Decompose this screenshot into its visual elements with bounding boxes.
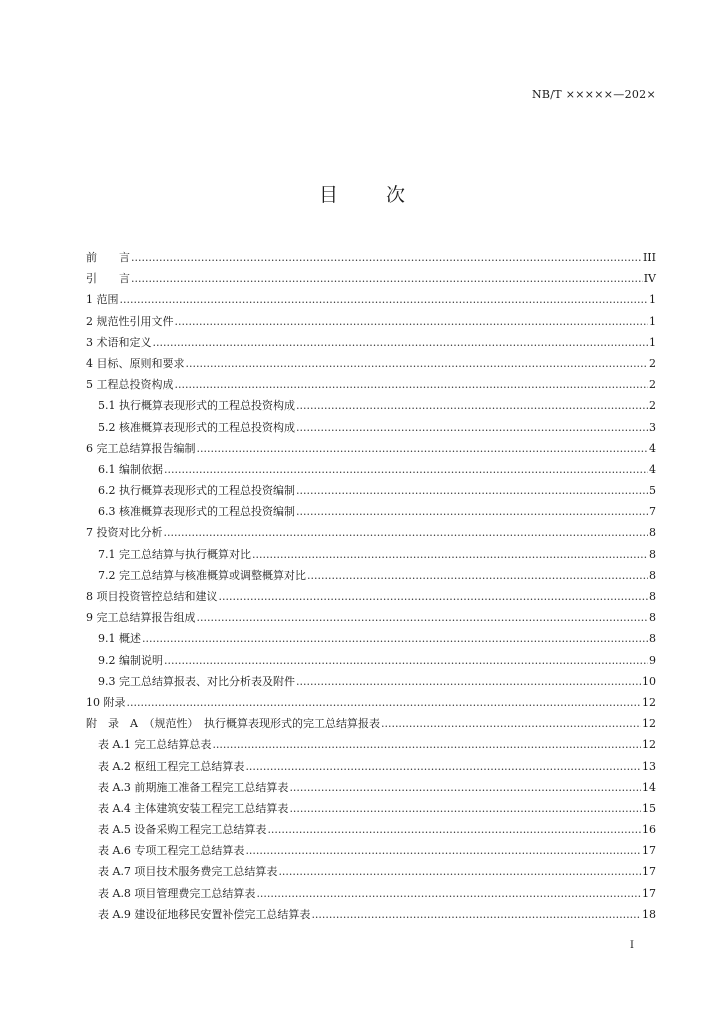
toc-entry-page: 8 <box>649 547 656 561</box>
toc-entry-label: 表 A.1 完工总结算总表 <box>98 738 212 752</box>
toc-entry[interactable] <box>86 586 656 607</box>
toc-entry-label: 前 言 <box>86 251 130 264</box>
toc-entry-label: 6 完工总结算报告编制 <box>86 441 196 455</box>
toc-leader-dots <box>120 289 649 310</box>
toc-entry-label: 2 规范性引用文件 <box>86 314 174 328</box>
toc-leader-dots <box>175 374 649 395</box>
toc-leader-dots <box>381 713 641 734</box>
toc-entry-page: 10 <box>642 674 656 688</box>
toc-entry-label: 6.2 执行概算表现形式的工程总投资编制 <box>98 484 295 498</box>
toc-entry[interactable] <box>86 565 656 586</box>
toc-entry[interactable] <box>86 332 656 353</box>
toc-entry[interactable] <box>86 607 656 628</box>
toc-entry[interactable] <box>86 395 656 416</box>
toc-entry-page: 4 <box>649 441 656 455</box>
toc-entry-page: 3 <box>649 420 656 434</box>
toc-leader-dots <box>296 480 648 501</box>
toc-entry[interactable] <box>86 904 656 925</box>
toc-entry[interactable] <box>86 840 656 861</box>
toc-entry-label: 表 A.3 前期施工准备工程完工总结算表 <box>98 780 289 794</box>
toc-entry-label: 7 投资对比分析 <box>86 526 163 540</box>
toc-entry-page: 8 <box>649 632 656 646</box>
toc-leader-dots <box>197 607 649 628</box>
toc-leader-dots <box>296 395 648 416</box>
toc-entry[interactable] <box>86 777 656 798</box>
toc-entry[interactable] <box>86 311 656 332</box>
toc-entry-label: 7.1 完工总结算与执行概算对比 <box>98 547 251 561</box>
toc-leader-dots <box>212 734 641 755</box>
toc-entry-page: 18 <box>642 907 656 921</box>
page-number: I <box>630 940 634 951</box>
toc-entry-page: 5 <box>649 484 656 498</box>
toc-entry-page: 4 <box>649 462 656 476</box>
toc-leader-dots <box>164 650 648 671</box>
toc-entry-label: 3 术语和定义 <box>86 335 152 349</box>
toc-entry-page: 8 <box>649 568 656 582</box>
document-code: NB/T ×××××—202× <box>531 88 656 101</box>
toc-entry[interactable] <box>86 650 656 671</box>
toc-entry-page: 17 <box>642 865 656 879</box>
toc-leader-dots <box>164 522 649 543</box>
toc-entry-page: IV <box>643 272 656 286</box>
toc-entry[interactable] <box>86 628 656 649</box>
toc-entry-label: 表 A.7 项目技术服务费完工总结算表 <box>98 865 278 879</box>
toc-entry-page: 9 <box>649 653 656 667</box>
toc-entry-page: 2 <box>649 399 656 413</box>
toc-entry[interactable] <box>86 268 656 289</box>
toc-leader-dots <box>245 756 641 777</box>
toc-entry[interactable] <box>86 756 656 777</box>
toc-entry[interactable] <box>86 289 656 310</box>
toc-leader-dots <box>256 883 641 904</box>
toc-entry-label: 表 A.5 设备采购工程完工总结算表 <box>98 823 267 837</box>
toc-leader-dots <box>186 353 649 374</box>
toc-entry[interactable] <box>86 861 656 882</box>
toc-entry-label: 6.1 编制依据 <box>98 462 163 476</box>
toc-entry[interactable] <box>86 713 656 734</box>
toc-entry-page: 8 <box>649 611 656 625</box>
toc-leader-dots <box>296 417 648 438</box>
toc-leader-dots <box>197 438 649 459</box>
toc-entry-page: 14 <box>642 780 656 794</box>
toc-entry-page: 1 <box>649 335 656 349</box>
toc-entry-label: 9.3 完工总结算报表、对比分析表及附件 <box>98 674 295 688</box>
toc-leader-dots <box>131 268 643 289</box>
toc-leader-dots <box>289 777 641 798</box>
toc-leader-dots <box>296 501 648 522</box>
toc-entry[interactable] <box>86 459 656 480</box>
toc-entry-page: 12 <box>642 717 656 731</box>
toc-entry-page: 1 <box>649 293 656 307</box>
toc-entry-label: 表 A.9 建设征地移民安置补偿完工总结算表 <box>98 907 311 921</box>
toc-entry-page: 8 <box>649 590 656 603</box>
toc-entry-label: 4 目标、原则和要求 <box>86 356 185 370</box>
toc-leader-dots <box>164 459 648 480</box>
toc-entry-page: 2 <box>649 356 656 370</box>
toc-entry-label: 9.1 概述 <box>98 632 141 646</box>
toc-entry-label: 6.3 核准概算表现形式的工程总投资编制 <box>98 505 295 519</box>
toc-leader-dots <box>278 861 641 882</box>
toc-leader-dots <box>153 332 649 353</box>
toc-entry[interactable] <box>86 480 656 501</box>
toc-entry[interactable] <box>86 734 656 755</box>
title-char-2: 次 <box>386 184 406 206</box>
toc-entry[interactable] <box>86 883 656 904</box>
toc-entry[interactable] <box>86 438 656 459</box>
toc-entry[interactable] <box>86 247 656 268</box>
toc-entry[interactable] <box>86 692 656 713</box>
toc-leader-dots <box>131 247 642 268</box>
toc-entry[interactable] <box>86 544 656 565</box>
toc-leader-dots <box>267 819 641 840</box>
toc-entry-page: 12 <box>642 695 656 709</box>
toc-entry-page: 12 <box>642 738 656 752</box>
toc-entry-page: 17 <box>642 844 656 858</box>
toc-entry-page: 17 <box>642 886 656 900</box>
toc-entry-label: 附 录 A （规范性） 执行概算表现形式的完工总结算报表 <box>86 717 380 731</box>
toc-entry-page: 13 <box>642 759 656 773</box>
toc-entry[interactable] <box>86 671 656 692</box>
title-char-1: 目 <box>318 184 338 206</box>
toc-entry[interactable] <box>86 819 656 840</box>
toc-leader-dots <box>219 586 649 607</box>
toc-leader-dots <box>127 692 642 713</box>
toc-leader-dots <box>252 544 648 565</box>
toc-leader-dots <box>245 840 641 861</box>
toc-entry-label: 8 项目投资管控总结和建议 <box>86 590 218 603</box>
toc-entry-label: 5 工程总投资构成 <box>86 378 174 392</box>
toc-entry-label: 5.2 核准概算表现形式的工程总投资构成 <box>98 420 295 434</box>
table-of-contents <box>86 247 656 925</box>
toc-entry[interactable] <box>86 374 656 395</box>
toc-entry-page: 8 <box>649 526 656 540</box>
toc-leader-dots <box>307 565 648 586</box>
toc-leader-dots <box>296 671 641 692</box>
toc-leader-dots <box>142 628 648 649</box>
page-title <box>0 180 724 207</box>
toc-entry-label: 9 完工总结算报告组成 <box>86 611 196 625</box>
toc-entry-label: 5.1 执行概算表现形式的工程总投资构成 <box>98 399 295 413</box>
toc-entry-page: III <box>642 251 656 264</box>
toc-entry[interactable] <box>86 417 656 438</box>
toc-leader-dots <box>289 798 641 819</box>
toc-entry-page: 1 <box>649 314 656 328</box>
toc-entry-page: 16 <box>642 823 656 837</box>
toc-leader-dots <box>175 311 649 332</box>
toc-entry[interactable] <box>86 501 656 522</box>
toc-entry-page: 7 <box>649 505 656 519</box>
toc-entry-label: 表 A.2 枢纽工程完工总结算表 <box>98 759 245 773</box>
toc-entry-page: 15 <box>642 801 656 815</box>
toc-entry-label: 表 A.6 专项工程完工总结算表 <box>98 844 245 858</box>
toc-leader-dots <box>311 904 641 925</box>
toc-entry-label: 7.2 完工总结算与核准概算或调整概算对比 <box>98 568 306 582</box>
toc-entry-page: 2 <box>649 378 656 392</box>
toc-entry[interactable] <box>86 798 656 819</box>
toc-entry-label: 表 A.8 项目管理费完工总结算表 <box>98 886 256 900</box>
toc-entry-label: 9.2 编制说明 <box>98 653 163 667</box>
toc-entry-label: 引 言 <box>86 272 130 286</box>
toc-entry[interactable] <box>86 522 656 543</box>
toc-entry-label: 10 附录 <box>86 695 126 709</box>
toc-entry-label: 表 A.4 主体建筑安装工程完工总结算表 <box>98 801 289 815</box>
toc-entry-label: 1 范围 <box>86 293 119 307</box>
toc-entry[interactable] <box>86 353 656 374</box>
